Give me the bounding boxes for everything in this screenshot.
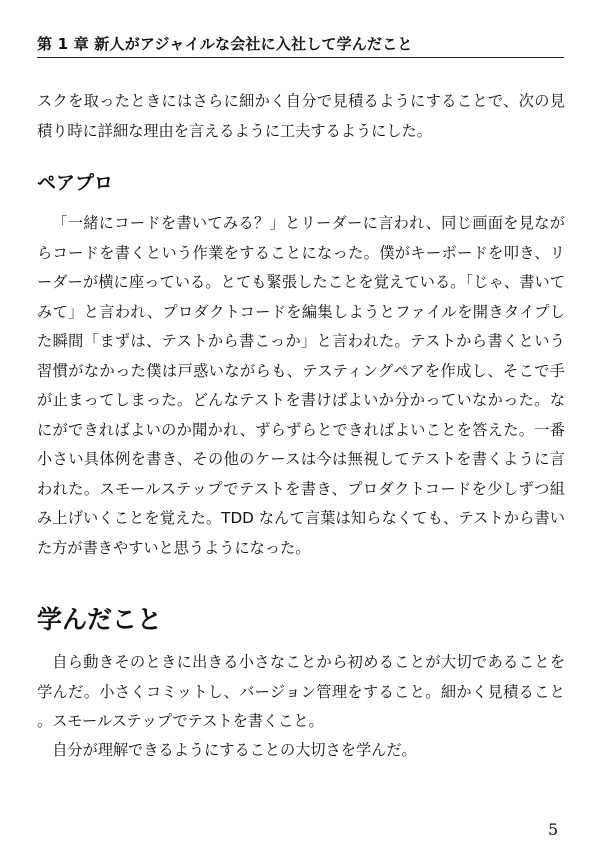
pair-programming-paragraph: 「一緒にコードを書いてみる？」とリーダーに言われ、同じ画面を見ながらコードを書くという作業をすることになった。僕がキーボードを叩き、リーダーが横に座っている。とても緊張したことを覚えている。「じゃ、書いてみて」と言われ、プロダクトコードを編集しようとファイルを開きタイプした瞬間「まずは、テストから書こっか」と言われた。テストから書くという習慣がなかった僕は戸惑いながらも、テスティングペアを作成し、そこで手が止まってしまった。どんなテストを書けばよいか分かっていなかった。なにができればよいのか聞かれ、ずらずらとできればよいことを答えた。一番小さい具体例を書き、その他のケースは今は無視してテストを書くように言われた。スモールステップでテストを書き、プロダクトコードを少しずつ組み上げいくことを覚えた。TDD なんて言葉は知らなくても、テストから書いた方が書きやすいと思うようになった。 bbox=[37, 214, 565, 557]
learned-paragraph-1: 自ら動きそのときに出きる小さなことから初めることが大切であることを学んだ。小さくコミットし、バージョン管理をすること。細かく見積ること。スモールステップでテストを書くこと。 bbox=[37, 653, 565, 730]
running-header: 第 1 章 新人がアジャイルな会社に入社して学んだこと bbox=[37, 35, 413, 53]
section-heading-pair-programming: ペアプロ bbox=[37, 172, 114, 194]
page-number: 5 bbox=[548, 820, 559, 839]
section-heading-learned: 学んだこと bbox=[37, 605, 163, 634]
header-divider bbox=[37, 57, 564, 58]
learned-paragraph-2: 自分が理解できるようにすることの大切さを学んだ。 bbox=[52, 741, 417, 759]
intro-paragraph: スクを取ったときにはさらに細かく自分で見積るようにすることで、次の見積り時に詳細な理由を言えるように工夫するようにした。 bbox=[37, 92, 565, 140]
